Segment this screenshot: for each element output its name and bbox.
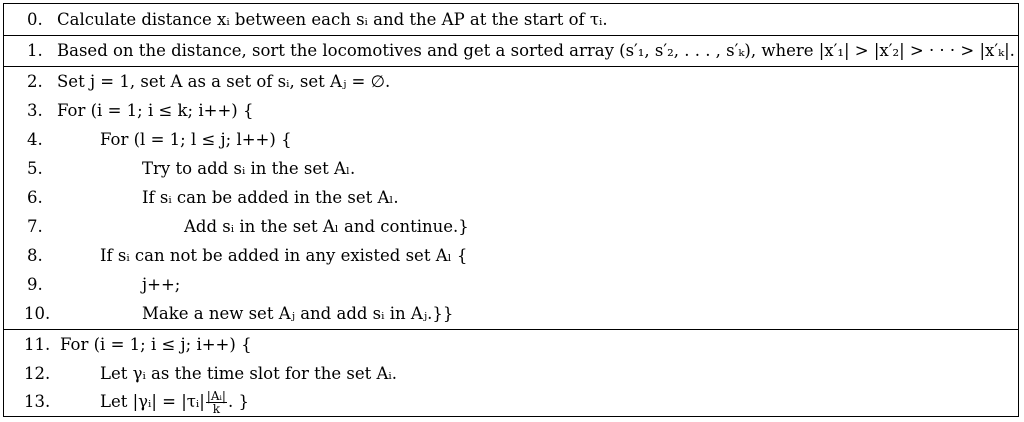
algorithm-line-7 (4, 212, 1018, 241)
line-number: 3. (27, 101, 43, 120)
line-text: For (l = 1; l ≤ j; l++) { (100, 130, 292, 149)
line-text: If sᵢ can not be added in any existed set Aₗ { (100, 246, 468, 265)
line-text-after: . } (227, 392, 249, 411)
line-number: 11. (24, 335, 51, 354)
algorithm-line-1 (4, 36, 1018, 65)
algorithm-line-6 (4, 183, 1018, 212)
line-number: 1. (27, 41, 43, 60)
algorithm-line-0 (4, 5, 1018, 34)
line-number: 0. (27, 10, 43, 29)
algorithm-line-3 (4, 96, 1018, 125)
line-text: Based on the distance, sort the locomotives and get a sorted array (s′₁, s′₂, . . . , s′ₖ), where |x′₁| > |x′₂| > · · · > |x′ₖ|. (57, 41, 1015, 60)
line-text: Add sᵢ in the set Aₗ and continue.} (184, 217, 469, 236)
line-number: 2. (27, 72, 43, 91)
algorithm-box (3, 3, 1019, 417)
line-text (100, 387, 249, 416)
line-number: 9. (27, 275, 43, 294)
fraction-denominator: k (212, 402, 220, 416)
line-text: If sᵢ can be added in the set Aₗ. (142, 188, 399, 207)
algorithm-line-13 (4, 387, 1018, 416)
line-text: Calculate distance xᵢ between each sᵢ and the AP at the start of τᵢ. (57, 10, 608, 29)
algorithm-line-9 (4, 270, 1018, 299)
line-text: For (i = 1; i ≤ k; i++) { (57, 101, 254, 120)
algorithm-line-11 (4, 330, 1018, 359)
line-number: 8. (27, 246, 43, 265)
line-number: 4. (27, 130, 43, 149)
line-number: 7. (27, 217, 43, 236)
fraction (206, 390, 227, 415)
line-number: 13. (24, 392, 51, 411)
line-text: For (i = 1; i ≤ j; i++) { (60, 335, 252, 354)
algorithm-line-8 (4, 241, 1018, 270)
line-text-before: Let |γᵢ| = |τᵢ| (100, 392, 205, 411)
line-text: j++; (142, 275, 181, 294)
algorithm-line-5 (4, 154, 1018, 183)
algorithm-line-4 (4, 125, 1018, 154)
algorithm-line-12 (4, 359, 1018, 388)
line-text: Let γᵢ as the time slot for the set Aᵢ. (100, 364, 397, 383)
algorithm-line-2 (4, 67, 1018, 96)
line-text: Make a new set Aⱼ and add sᵢ in Aⱼ.}} (142, 304, 454, 323)
line-number: 6. (27, 188, 43, 207)
line-number: 12. (24, 364, 51, 383)
line-text: Set j = 1, set A as a set of sᵢ, set Aⱼ = ∅. (57, 72, 391, 91)
line-number: 10. (24, 304, 51, 323)
line-number: 5. (27, 159, 43, 178)
fraction-numerator: |Aᵢ| (206, 389, 226, 403)
line-text: Try to add sᵢ in the set Aₗ. (142, 159, 356, 178)
algorithm-line-10 (4, 299, 1018, 328)
